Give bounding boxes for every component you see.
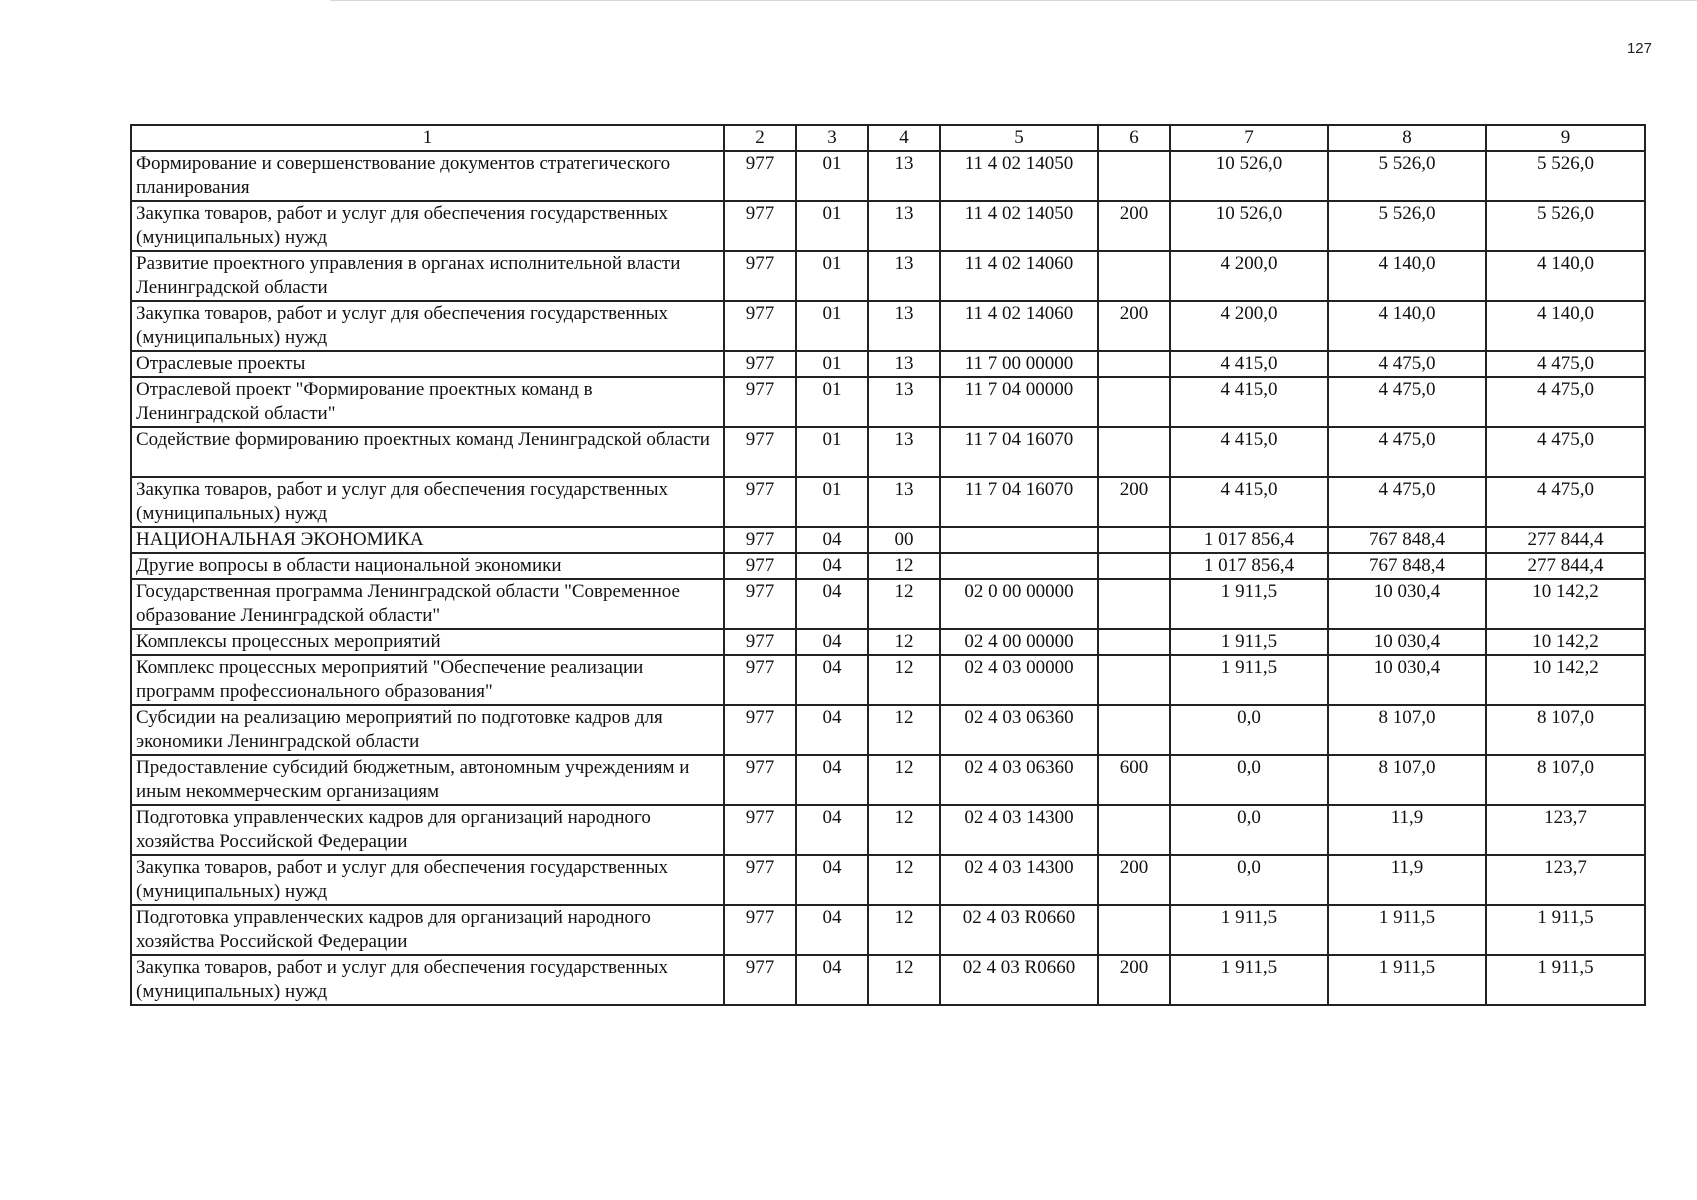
row-amount-col7: 1 911,5 [1170,629,1328,655]
row-code-subsection: 13 [868,251,940,301]
row-amount-col9: 1 911,5 [1486,955,1645,1005]
row-code-target: 11 7 04 16070 [940,427,1098,477]
row-amount-col9: 5 526,0 [1486,201,1645,251]
row-code-expense-type [1098,427,1170,477]
row-code-section: 01 [796,201,868,251]
row-amount-col9: 277 844,4 [1486,527,1645,553]
row-amount-col9: 4 475,0 [1486,377,1645,427]
row-amount-col7: 4 415,0 [1170,377,1328,427]
row-code-target: 11 4 02 14050 [940,151,1098,201]
row-amount-col8: 8 107,0 [1328,755,1486,805]
row-code-target: 02 4 03 06360 [940,705,1098,755]
row-amount-col7: 1 017 856,4 [1170,553,1328,579]
row-code-target: 11 4 02 14060 [940,301,1098,351]
table-header-row [131,125,1645,151]
row-code-section: 04 [796,855,868,905]
row-code-expense-type [1098,705,1170,755]
row-name: Субсидии на реализацию мероприятий по подготовке кадров для экономики Ленинградской области [131,705,724,755]
row-code-subsection: 12 [868,705,940,755]
row-code-section: 04 [796,955,868,1005]
table-row [131,527,1645,553]
row-code-section: 01 [796,301,868,351]
row-code-expense-type [1098,251,1170,301]
row-code-target [940,527,1098,553]
row-amount-col9: 4 140,0 [1486,251,1645,301]
row-code-target: 11 7 04 16070 [940,477,1098,527]
row-code-admin: 977 [724,553,796,579]
row-code-section: 01 [796,377,868,427]
page-number: 127 [1626,40,1652,57]
row-amount-col7: 0,0 [1170,705,1328,755]
row-amount-col9: 8 107,0 [1486,705,1645,755]
row-code-expense-type [1098,579,1170,629]
row-code-subsection: 12 [868,805,940,855]
row-name: Формирование и совершенствование документов стратегического планирования [131,151,724,201]
row-amount-col7: 10 526,0 [1170,201,1328,251]
row-code-expense-type: 200 [1098,477,1170,527]
row-code-expense-type: 200 [1098,955,1170,1005]
row-amount-col7: 1 911,5 [1170,905,1328,955]
row-code-admin: 977 [724,477,796,527]
row-amount-col9: 10 142,2 [1486,655,1645,705]
table-row [131,427,1645,477]
row-amount-col8: 4 140,0 [1328,251,1486,301]
row-code-expense-type: 600 [1098,755,1170,805]
row-amount-col7: 1 911,5 [1170,655,1328,705]
row-amount-col8: 11,9 [1328,805,1486,855]
row-amount-col7: 10 526,0 [1170,151,1328,201]
row-code-subsection: 12 [868,905,940,955]
table-row [131,301,1645,351]
header-col-1: 1 [131,125,724,151]
row-amount-col9: 5 526,0 [1486,151,1645,201]
table-row [131,351,1645,377]
header-col-3: 3 [796,125,868,151]
row-code-target: 02 4 03 00000 [940,655,1098,705]
row-name: Развитие проектного управления в органах исполнительной власти Ленинградской области [131,251,724,301]
row-amount-col8: 767 848,4 [1328,527,1486,553]
row-amount-col7: 4 200,0 [1170,301,1328,351]
row-code-section: 01 [796,151,868,201]
row-code-admin: 977 [724,855,796,905]
row-code-expense-type [1098,151,1170,201]
header-col-9: 9 [1486,125,1645,151]
header-col-5: 5 [940,125,1098,151]
row-code-admin: 977 [724,527,796,553]
row-amount-col7: 1 911,5 [1170,955,1328,1005]
row-name: НАЦИОНАЛЬНАЯ ЭКОНОМИКА [131,527,724,553]
row-name: Другие вопросы в области национальной экономики [131,553,724,579]
row-amount-col7: 4 415,0 [1170,351,1328,377]
row-code-section: 04 [796,705,868,755]
row-code-expense-type [1098,655,1170,705]
row-code-subsection: 12 [868,553,940,579]
row-code-subsection: 13 [868,477,940,527]
row-amount-col8: 4 140,0 [1328,301,1486,351]
table-row [131,755,1645,805]
row-code-admin: 977 [724,151,796,201]
row-code-admin: 977 [724,201,796,251]
row-code-subsection: 12 [868,855,940,905]
row-code-section: 01 [796,477,868,527]
row-code-expense-type [1098,527,1170,553]
header-col-2: 2 [724,125,796,151]
row-code-section: 01 [796,427,868,477]
row-code-target: 02 4 03 14300 [940,855,1098,905]
row-name: Государственная программа Ленинградской области "Современное образование Ленинградской области" [131,579,724,629]
row-name: Закупка товаров, работ и услуг для обеспечения государственных (муниципальных) нужд [131,301,724,351]
row-code-admin: 977 [724,351,796,377]
row-code-target: 02 4 03 06360 [940,755,1098,805]
row-amount-col9: 123,7 [1486,805,1645,855]
row-amount-col8: 4 475,0 [1328,377,1486,427]
row-code-expense-type [1098,805,1170,855]
row-name: Отраслевые проекты [131,351,724,377]
row-code-target: 02 4 03 R0660 [940,955,1098,1005]
row-code-subsection: 13 [868,351,940,377]
row-name: Предоставление субсидий бюджетным, автономным учреждениям и иным некоммерческим организациям [131,755,724,805]
table-row [131,251,1645,301]
row-code-target: 02 4 03 R0660 [940,905,1098,955]
row-code-subsection: 12 [868,655,940,705]
row-code-expense-type: 200 [1098,301,1170,351]
row-name: Комплексы процессных мероприятий [131,629,724,655]
row-code-section: 04 [796,629,868,655]
row-amount-col9: 123,7 [1486,855,1645,905]
row-amount-col9: 4 475,0 [1486,477,1645,527]
row-code-section: 01 [796,351,868,377]
table-row [131,955,1645,1005]
row-amount-col9: 10 142,2 [1486,579,1645,629]
row-code-subsection: 12 [868,629,940,655]
row-code-admin: 977 [724,301,796,351]
row-code-admin: 977 [724,377,796,427]
row-code-section: 04 [796,527,868,553]
row-amount-col8: 1 911,5 [1328,905,1486,955]
row-code-expense-type: 200 [1098,855,1170,905]
row-code-subsection: 12 [868,755,940,805]
row-amount-col8: 4 475,0 [1328,351,1486,377]
row-amount-col9: 4 475,0 [1486,351,1645,377]
table-row [131,805,1645,855]
header-col-8: 8 [1328,125,1486,151]
row-code-target: 11 4 02 14060 [940,251,1098,301]
row-code-admin: 977 [724,705,796,755]
row-code-expense-type [1098,351,1170,377]
row-name: Содействие формированию проектных команд Ленинградской области [131,427,724,477]
row-code-target: 11 7 00 00000 [940,351,1098,377]
table-row [131,705,1645,755]
row-amount-col8: 4 475,0 [1328,477,1486,527]
row-code-admin: 977 [724,579,796,629]
row-name: Подготовка управленческих кадров для организаций народного хозяйства Российской Федерации [131,805,724,855]
row-code-subsection: 13 [868,151,940,201]
header-col-4: 4 [868,125,940,151]
table-row [131,201,1645,251]
table-row [131,377,1645,427]
row-code-target: 02 0 00 00000 [940,579,1098,629]
row-code-subsection: 12 [868,579,940,629]
row-code-section: 04 [796,905,868,955]
row-code-section: 04 [796,655,868,705]
row-amount-col7: 4 415,0 [1170,427,1328,477]
budget-table [130,124,1646,1006]
row-code-expense-type: 200 [1098,201,1170,251]
table-row [131,629,1645,655]
row-amount-col7: 0,0 [1170,755,1328,805]
row-code-admin: 977 [724,755,796,805]
row-code-target [940,553,1098,579]
row-code-section: 04 [796,579,868,629]
row-amount-col7: 0,0 [1170,805,1328,855]
row-amount-col9: 1 911,5 [1486,905,1645,955]
row-code-section: 04 [796,755,868,805]
row-code-subsection: 13 [868,301,940,351]
row-code-subsection: 13 [868,377,940,427]
row-code-admin: 977 [724,251,796,301]
row-amount-col9: 8 107,0 [1486,755,1645,805]
row-amount-col9: 4 140,0 [1486,301,1645,351]
row-code-expense-type [1098,629,1170,655]
scan-edge-line [330,0,1697,1]
row-code-admin: 977 [724,905,796,955]
row-amount-col8: 4 475,0 [1328,427,1486,477]
row-amount-col8: 5 526,0 [1328,151,1486,201]
table-row [131,855,1645,905]
row-code-expense-type [1098,553,1170,579]
row-name: Отраслевой проект "Формирование проектных команд в Ленинградской области" [131,377,724,427]
row-amount-col7: 1 017 856,4 [1170,527,1328,553]
table-body [131,125,1645,1005]
row-name: Закупка товаров, работ и услуг для обеспечения государственных (муниципальных) нужд [131,201,724,251]
row-amount-col8: 1 911,5 [1328,955,1486,1005]
row-amount-col9: 277 844,4 [1486,553,1645,579]
row-code-section: 01 [796,251,868,301]
header-col-6: 6 [1098,125,1170,151]
header-col-7: 7 [1170,125,1328,151]
table-row [131,477,1645,527]
row-code-section: 04 [796,805,868,855]
row-code-target: 02 4 00 00000 [940,629,1098,655]
table-row [131,655,1645,705]
row-amount-col9: 4 475,0 [1486,427,1645,477]
row-code-admin: 977 [724,955,796,1005]
row-amount-col7: 0,0 [1170,855,1328,905]
row-amount-col7: 4 200,0 [1170,251,1328,301]
row-amount-col8: 767 848,4 [1328,553,1486,579]
row-amount-col8: 5 526,0 [1328,201,1486,251]
row-name: Закупка товаров, работ и услуг для обеспечения государственных (муниципальных) нужд [131,477,724,527]
row-name: Закупка товаров, работ и услуг для обеспечения государственных (муниципальных) нужд [131,855,724,905]
row-code-target: 02 4 03 14300 [940,805,1098,855]
row-amount-col8: 10 030,4 [1328,579,1486,629]
row-amount-col8: 10 030,4 [1328,629,1486,655]
table-row [131,579,1645,629]
row-code-subsection: 13 [868,201,940,251]
row-code-subsection: 00 [868,527,940,553]
table-row [131,905,1645,955]
row-code-admin: 977 [724,655,796,705]
row-code-section: 04 [796,553,868,579]
row-code-subsection: 12 [868,955,940,1005]
table-row [131,553,1645,579]
row-code-target: 11 4 02 14050 [940,201,1098,251]
row-amount-col9: 10 142,2 [1486,629,1645,655]
row-code-expense-type [1098,377,1170,427]
row-name: Подготовка управленческих кадров для организаций народного хозяйства Российской Федерации [131,905,724,955]
row-code-admin: 977 [724,427,796,477]
row-code-admin: 977 [724,629,796,655]
row-name: Закупка товаров, работ и услуг для обеспечения государственных (муниципальных) нужд [131,955,724,1005]
row-amount-col8: 10 030,4 [1328,655,1486,705]
row-code-target: 11 7 04 00000 [940,377,1098,427]
row-amount-col8: 8 107,0 [1328,705,1486,755]
row-amount-col8: 11,9 [1328,855,1486,905]
row-amount-col7: 1 911,5 [1170,579,1328,629]
row-amount-col7: 4 415,0 [1170,477,1328,527]
table-row [131,151,1645,201]
row-code-admin: 977 [724,805,796,855]
row-name: Комплекс процессных мероприятий "Обеспечение реализации программ профессионального образования" [131,655,724,705]
row-code-subsection: 13 [868,427,940,477]
row-code-expense-type [1098,905,1170,955]
